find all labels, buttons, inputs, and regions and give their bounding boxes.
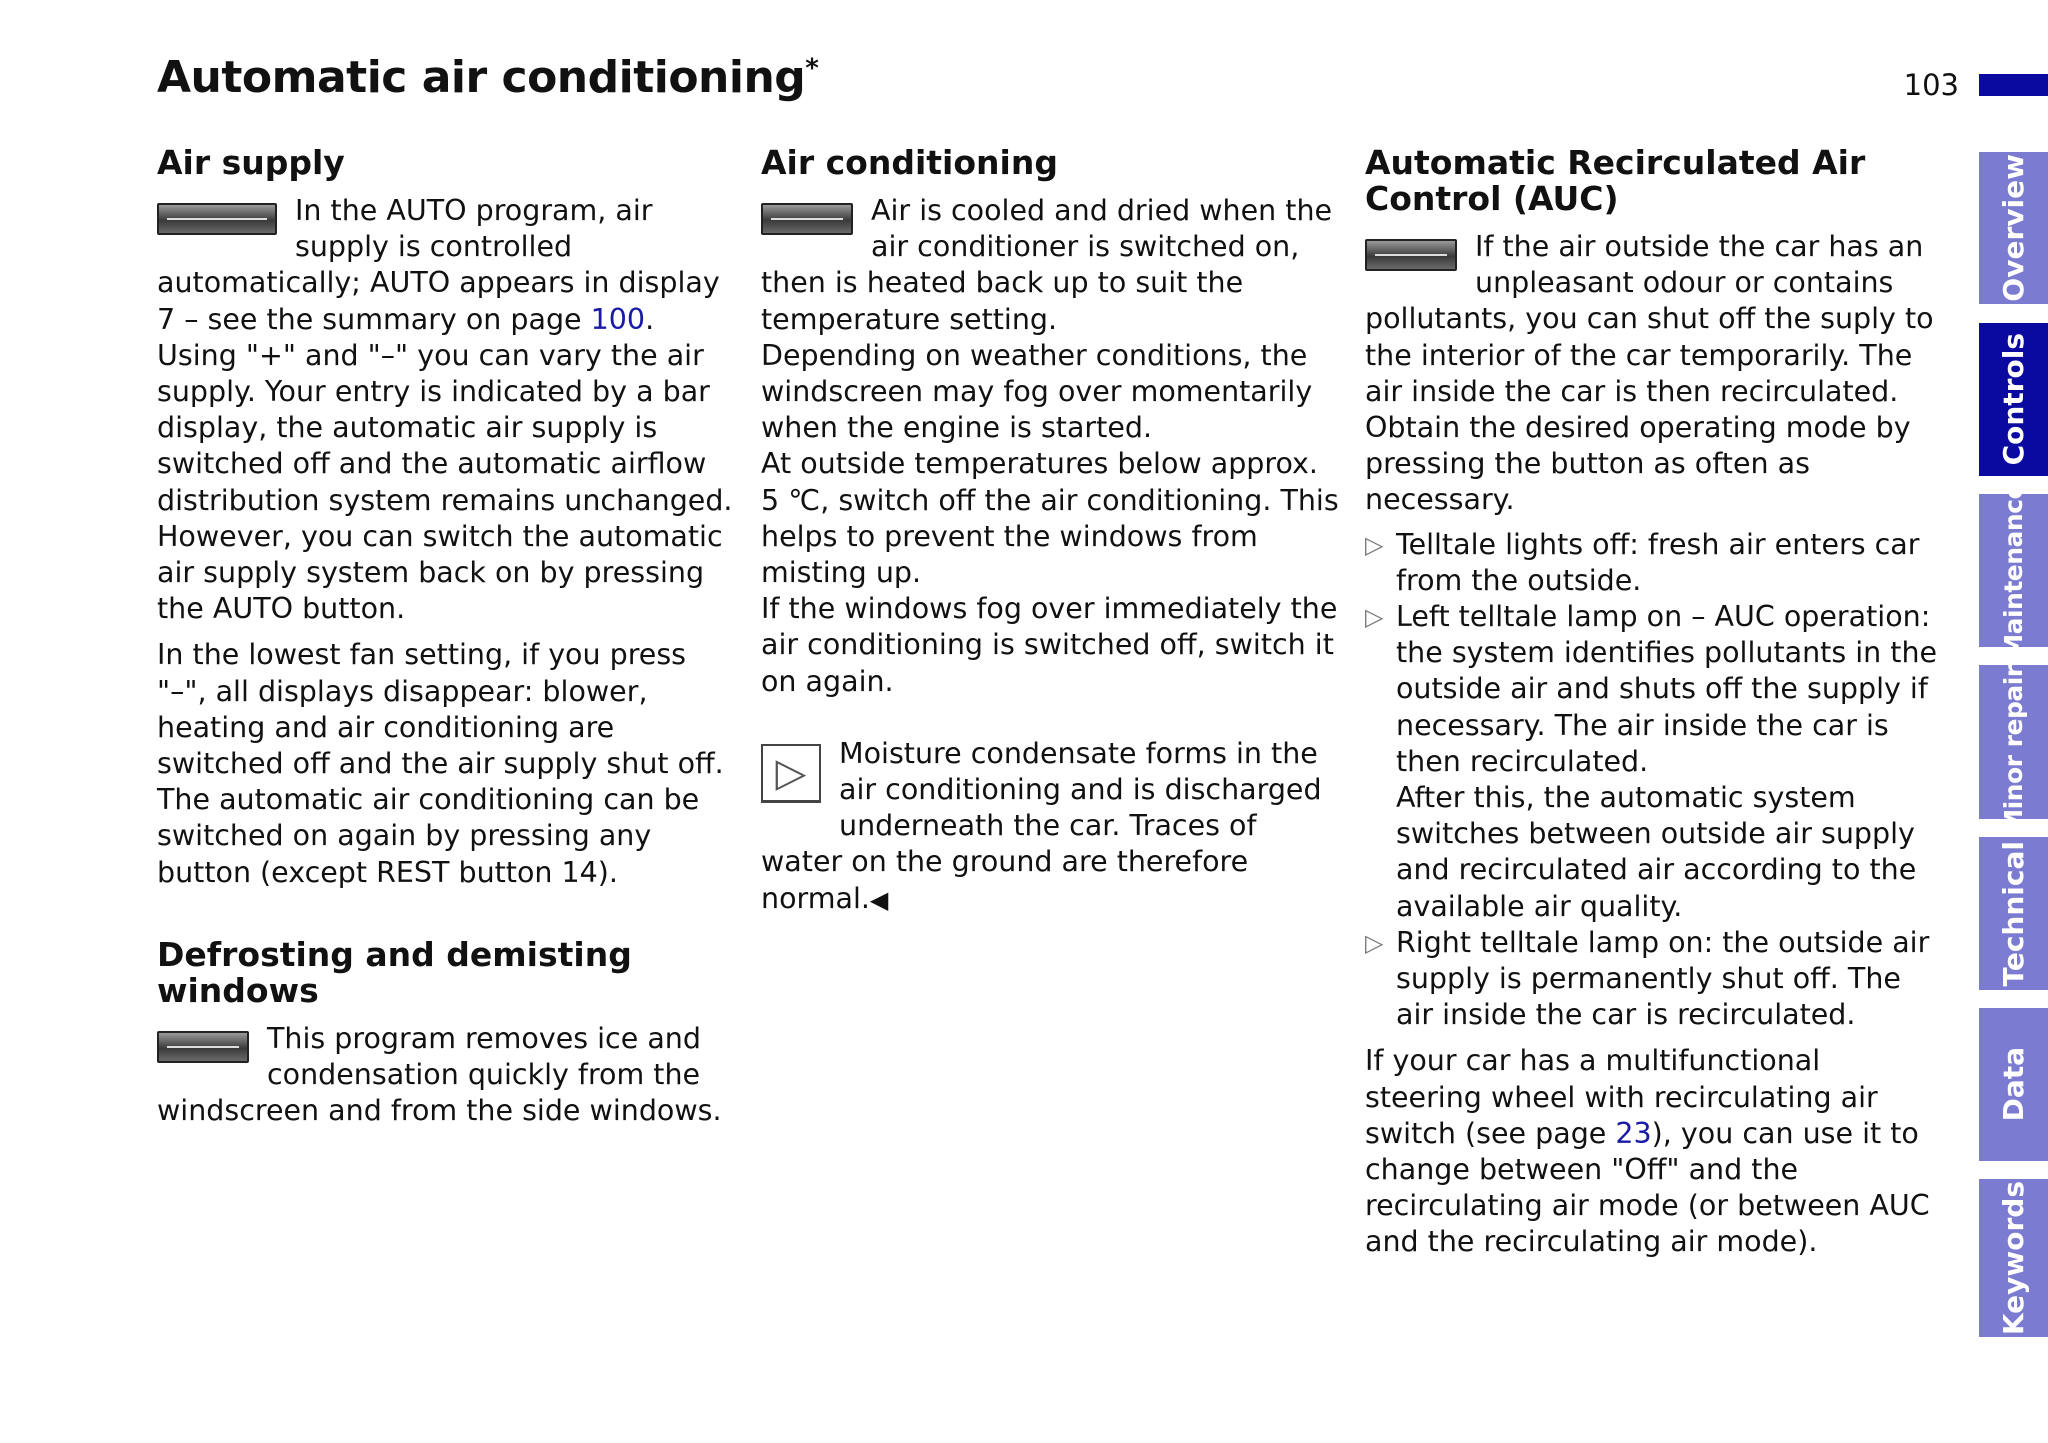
heading-air-supply: Air supply: [157, 143, 345, 182]
ac-paragraph-2: Depending on weather conditions, the windscreen may fog over momentarily when the engine is started.: [761, 338, 1313, 445]
column-right: [1365, 145, 1945, 1261]
ac-paragraph-4: If the windows fog over immediately the air conditioning is switched off, switch it on again.: [761, 592, 1338, 698]
title-asterisk: *: [805, 53, 819, 84]
page-link-23[interactable]: 23: [1615, 1116, 1652, 1150]
page-link-100[interactable]: 100: [590, 302, 646, 336]
defrost-paragraph: This program removes ice and condensation quickly from the windscreen and from the side windows.: [157, 1021, 722, 1128]
note-triangle-icon: ▷: [761, 744, 821, 803]
defrost-button-icon: [157, 1031, 249, 1063]
bullet-triangle-icon: ▷: [1365, 530, 1384, 559]
ac-button-icon: [761, 203, 853, 235]
telltale-list: [1365, 527, 1945, 1034]
column-middle: [761, 145, 1341, 918]
air-supply-paragraph: In the AUTO program, air supply is controlled automatically; AUTO appears in display 7 – see the summary on page 100. Using "+" and "–" you can vary the air supply. Your entry is indicated by a bar display, the automatic air supply is switched off and the automatic airflow distribution system remains unchanged. However, you can switch the automatic air supply system back on by pressing the AUTO button.: [157, 194, 733, 626]
page-number: 103: [1903, 68, 1959, 102]
auc-paragraph-2: Obtain the desired operating mode by pressing the button as often as necessary.: [1365, 411, 1911, 517]
tab-maintenance[interactable]: Maintenance: [1979, 494, 2048, 647]
tab-data[interactable]: Data: [1979, 1008, 2048, 1161]
list-item: ▷ Right telltale lamp on: the outside air supply is permanently shut off. The air inside the car is recirculated.: [1365, 925, 1930, 1032]
heading-defrosting: Defrosting and demisting windows: [157, 934, 632, 1010]
bullet-triangle-icon: ▷: [1365, 928, 1384, 957]
tab-keywords[interactable]: Keywords: [1979, 1179, 2048, 1337]
end-mark-icon: ◀: [869, 885, 889, 914]
column-left: [157, 145, 737, 1139]
recirculation-button-icon: [1365, 239, 1457, 271]
tab-minor-repairs[interactable]: Minor repairs: [1979, 665, 2048, 819]
note-condensate: ▷ Moisture condensate forms in the air conditioning and is discharged underneath the car. Traces of water on the ground are therefore normal.◀: [761, 736, 1322, 915]
bullet-triangle-icon: ▷: [1365, 603, 1384, 632]
page-number-bar: [1979, 74, 2048, 96]
list-item: ▷ Left telltale lamp on – AUC operation: the system identifies pollutants in the outside air and shuts off the supply if necessary. The air inside the car is then recirculated. After this, the automatic system switches between outside air supply and recirculated air according to the available air quality.: [1365, 600, 1938, 923]
tab-technical[interactable]: Technical: [1979, 837, 2048, 990]
tab-overview[interactable]: Overview: [1979, 152, 2048, 304]
auc-paragraph-3: If your car has a multifunctional steering wheel with recirculating air switch (see page 23), you can use it to change between "Off" and the recirculating air mode (or between AUC and the recirculating air mode).: [1365, 1044, 1930, 1259]
heading-auc: Automatic Recirculated Air Control (AUC): [1365, 143, 1866, 218]
page-title: Automatic air conditioning*: [157, 52, 819, 103]
ac-paragraph-3: At outside temperatures below approx. 5 ℃, switch off the air conditioning. This helps to prevent the windows from misting up.: [761, 447, 1339, 590]
heading-air-conditioning: Air conditioning: [761, 143, 1058, 182]
lowest-fan-paragraph: In the lowest fan setting, if you press "–", all displays disappear: blower, heating and air conditioning are switched off and the air supply shut off. The automatic air conditioning can be switched on again by pressing any button (except REST button 14).: [157, 638, 724, 889]
tab-controls[interactable]: Controls: [1979, 323, 2048, 476]
ac-paragraph-1: Air is cooled and dried when the air conditioner is switched on, then is heated back up to suit the temperature setting.: [761, 194, 1333, 336]
fan-speed-button-icon: [157, 203, 277, 235]
auc-paragraph-1: If the air outside the car has an unpleasant odour or contains pollutants, you can shut off the suply to the interior of the car temporarily. The air inside the car is then recirculated.: [1365, 230, 1934, 408]
list-item: ▷ Telltale lights off: fresh air enters car from the outside.: [1365, 527, 1920, 597]
